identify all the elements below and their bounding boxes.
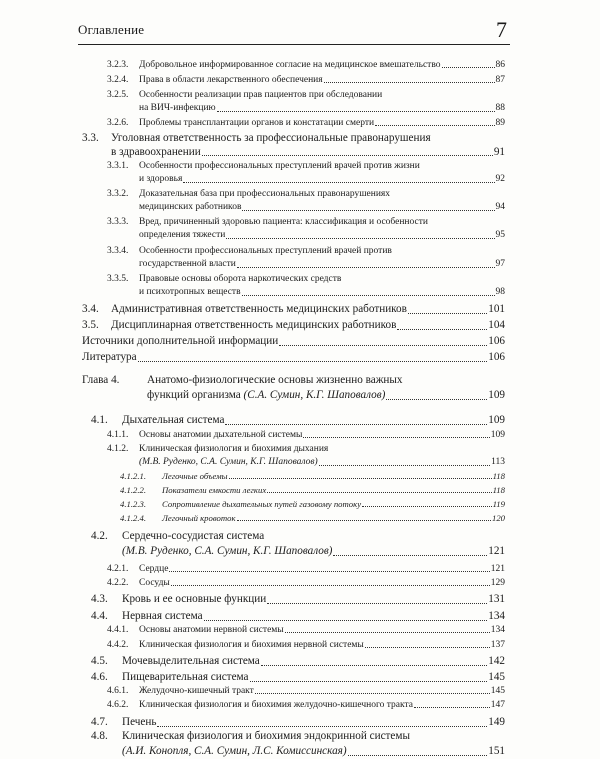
toc-entry-number: 4.5. bbox=[91, 655, 108, 667]
toc-entry-page: 109 bbox=[490, 430, 505, 440]
toc-entry bbox=[107, 685, 505, 697]
toc-entry-number: 3.2.3. bbox=[107, 60, 129, 70]
toc-entry-title: Показатели емкости легких bbox=[162, 485, 267, 495]
toc-entry-title: Административная ответственность медицинских работников bbox=[111, 303, 407, 315]
leader-dots bbox=[267, 603, 487, 604]
leader-dots bbox=[250, 681, 488, 682]
toc-entry-title: Проблемы трансплантации органов и констатации смерти bbox=[139, 118, 375, 128]
toc-entry-number: 3.5. bbox=[82, 319, 99, 331]
toc-entry-number: 4.1.2.3. bbox=[120, 499, 147, 509]
toc-entry bbox=[120, 485, 505, 496]
toc-entry-number: 4.1.1. bbox=[107, 430, 129, 440]
toc-entry bbox=[107, 429, 505, 441]
toc-entry-page: 121 bbox=[488, 545, 505, 557]
toc-entry-title: Уголовная ответственность за профессиональные правонарушения bbox=[111, 132, 431, 144]
toc-entry bbox=[82, 318, 505, 333]
toc-entry-page: 121 bbox=[490, 564, 505, 574]
toc-entry-title: Кровь и ее основные функции bbox=[122, 593, 267, 605]
leader-dots bbox=[375, 125, 494, 126]
toc-entry bbox=[91, 529, 505, 559]
toc-entry-title: в здравоохранении bbox=[111, 146, 201, 158]
toc-entry-page: 147 bbox=[490, 700, 505, 710]
toc-entry-page: 145 bbox=[490, 686, 505, 696]
toc-entry-title: Источники дополнительной информации bbox=[82, 335, 279, 347]
toc-entry-page: 134 bbox=[488, 610, 505, 622]
toc-entry bbox=[120, 471, 505, 482]
toc-entry-page: 106 bbox=[488, 335, 505, 347]
toc-entry-number: 4.4.1. bbox=[107, 625, 129, 635]
toc-entry-number: 4.4.2. bbox=[107, 640, 129, 650]
toc-entry bbox=[107, 89, 505, 115]
toc-entry-page: 118 bbox=[492, 471, 505, 481]
toc-entry-number: 3.3.4. bbox=[107, 246, 129, 256]
toc-entry bbox=[107, 160, 505, 186]
leader-dots bbox=[242, 210, 494, 211]
toc-entry-title: Дыхательная система bbox=[122, 414, 225, 426]
toc-entry-title: Клиническая физиология и биохимия нервной системы bbox=[139, 640, 364, 650]
toc-entry-title: Сопротивление дыхательных путей газовому потоку bbox=[162, 499, 362, 509]
toc-entry-number: 4.8. bbox=[91, 730, 108, 742]
toc-entry bbox=[91, 609, 505, 624]
toc-entry-title: определения тяжести bbox=[139, 230, 226, 240]
toc-entry-number: 3.3.3. bbox=[107, 217, 129, 227]
toc-entry-title: Анатомо-физиологические основы жизненно важных bbox=[147, 374, 403, 386]
toc-entry-number: 3.2.4. bbox=[107, 75, 129, 85]
toc-entry-page: 118 bbox=[492, 485, 505, 495]
toc-entry-title: Пищеварительная система bbox=[122, 671, 249, 683]
toc-entry-page: 86 bbox=[495, 60, 505, 70]
toc-entry bbox=[107, 699, 505, 711]
toc-entry-page: 104 bbox=[488, 319, 505, 331]
leader-dots bbox=[333, 555, 487, 556]
leader-dots bbox=[157, 726, 487, 727]
leader-dots bbox=[204, 620, 488, 621]
leader-dots bbox=[183, 182, 494, 183]
toc-entry-title: Нервная система bbox=[122, 610, 203, 622]
toc-entry bbox=[120, 513, 505, 524]
toc-entry-title: Основы анатомии дыхательной системы bbox=[139, 430, 303, 440]
toc-entry-title: Легочный кровоток bbox=[162, 513, 236, 523]
toc-entry bbox=[107, 577, 505, 589]
toc-entry-page: 113 bbox=[491, 457, 505, 467]
toc-entry bbox=[82, 302, 505, 317]
leader-dots bbox=[217, 111, 495, 112]
toc-entry bbox=[91, 670, 505, 685]
toc-entry-title: Легочные объемы bbox=[162, 471, 228, 481]
toc-entry-page: 120 bbox=[491, 513, 505, 523]
toc-entry bbox=[107, 74, 505, 86]
leader-dots bbox=[261, 665, 487, 666]
leader-dots bbox=[414, 707, 490, 708]
toc-entry-number: 3.3.2. bbox=[107, 189, 129, 199]
leader-dots bbox=[237, 520, 491, 521]
toc-entry bbox=[107, 624, 505, 636]
toc-entry-number: 4.1.2.2. bbox=[120, 485, 147, 495]
toc-entry-title: Правовые основы оборота наркотических средств bbox=[139, 274, 342, 284]
toc-entry bbox=[82, 131, 505, 159]
toc-entry-title: Сердечно-сосудистая система bbox=[122, 530, 265, 542]
leader-dots bbox=[303, 437, 489, 438]
toc-entry-page: 131 bbox=[488, 593, 505, 605]
toc-entry-number: 3.3.5. bbox=[107, 274, 129, 284]
toc-entry bbox=[107, 188, 505, 214]
toc-entry bbox=[107, 563, 505, 575]
toc-entry-title: Особенности реализации прав пациентов при обследовании bbox=[139, 90, 383, 100]
leader-dots bbox=[229, 478, 492, 479]
leader-dots bbox=[442, 67, 495, 68]
toc-entry-title: Мочевыделительная система bbox=[122, 655, 260, 667]
toc-entry bbox=[91, 729, 505, 759]
toc-entry-title: Желудочно-кишечный тракт bbox=[139, 686, 254, 696]
toc-entry-title: Основы анатомии нервной системы bbox=[139, 625, 284, 635]
toc-entry-page: 109 bbox=[488, 389, 505, 401]
toc-entry-title: Сердце bbox=[139, 564, 169, 574]
toc-entry-number: 3.4. bbox=[82, 303, 99, 315]
toc-entry-number: 3.2.6. bbox=[107, 118, 129, 128]
toc-entry-page: 98 bbox=[495, 287, 505, 297]
leader-dots bbox=[365, 647, 490, 648]
toc-entry-page: 89 bbox=[495, 118, 505, 128]
toc-entry bbox=[82, 350, 505, 365]
leader-dots bbox=[169, 571, 489, 572]
toc-entry-title: Клиническая физиология и биохимия эндокринной системы bbox=[122, 730, 410, 742]
toc-entry-page: 92 bbox=[495, 174, 505, 184]
toc-entry-title: и психотропных веществ bbox=[139, 287, 241, 297]
toc-entry-number: 4.2.1. bbox=[107, 564, 129, 574]
leader-dots bbox=[267, 492, 491, 493]
toc-entry-title: Добровольное информированное согласие на медицинское вмешательство bbox=[139, 60, 441, 70]
leader-dots bbox=[386, 399, 487, 400]
toc-entry-title: Литература bbox=[82, 351, 137, 363]
toc-entry-number: 4.1.2. bbox=[107, 444, 129, 454]
toc-entry-title: Клиническая физиология и биохимия дыхания bbox=[139, 444, 329, 454]
toc-entry-page: 129 bbox=[490, 578, 505, 588]
leader-dots bbox=[225, 424, 487, 425]
toc-entry-page: 151 bbox=[488, 745, 505, 757]
leader-dots bbox=[285, 632, 490, 633]
toc-entry-page: 95 bbox=[495, 230, 505, 240]
toc-entry-title: Особенности профессиональных преступлений врачей против bbox=[139, 246, 392, 256]
toc-entry-title: Печень bbox=[122, 716, 157, 728]
leader-dots bbox=[397, 329, 487, 330]
toc-entry bbox=[91, 715, 505, 730]
toc-entry-page: 91 bbox=[493, 146, 505, 158]
toc-entry-page: 149 bbox=[488, 716, 505, 728]
toc-entry bbox=[107, 117, 505, 129]
leader-dots bbox=[171, 585, 490, 586]
toc-entry-page: 119 bbox=[492, 499, 505, 509]
toc-entry-title: государственной власти bbox=[139, 259, 236, 269]
toc-entry bbox=[107, 443, 505, 469]
running-header-title: Оглавление bbox=[78, 22, 145, 37]
toc-entry-authors: (М.В. Руденко, С.А. Сумин, К.Г. Шаповалов) bbox=[122, 545, 333, 557]
leader-dots bbox=[348, 755, 488, 756]
toc-entry-number: 3.3.1. bbox=[107, 161, 129, 171]
toc-entry-title: Дисциплинарная ответственность медицинских работников bbox=[111, 319, 397, 331]
toc-entry bbox=[107, 273, 505, 299]
leader-dots bbox=[138, 361, 488, 362]
toc-entry-title: Вред, причиненный здоровью пациента: классификация и особенности bbox=[139, 217, 428, 227]
toc-entry-number: 4.2. bbox=[91, 530, 108, 542]
toc-entry-title: Сосуды bbox=[139, 578, 170, 588]
leader-dots bbox=[319, 465, 490, 466]
leader-dots bbox=[255, 693, 490, 694]
leader-dots bbox=[237, 267, 495, 268]
leader-dots bbox=[279, 345, 487, 346]
toc-entry-page: 97 bbox=[495, 259, 505, 269]
toc-entry bbox=[82, 373, 505, 403]
toc-entry-page: 109 bbox=[488, 414, 505, 426]
toc-entry-title: медицинских работников bbox=[139, 202, 242, 212]
page-number: 7 bbox=[496, 17, 507, 42]
leader-dots bbox=[202, 155, 493, 156]
toc-entry-title: Доказательная база при профессиональных правонарушениях bbox=[139, 189, 391, 199]
toc-entry-page: 101 bbox=[488, 303, 505, 315]
toc-entry-page: 134 bbox=[490, 625, 505, 635]
leader-dots bbox=[226, 238, 494, 239]
toc-entry-number: 4.6.2. bbox=[107, 700, 129, 710]
toc-entry-page: 137 bbox=[490, 640, 505, 650]
toc-entry-page: 142 bbox=[488, 655, 505, 667]
toc-entry bbox=[107, 639, 505, 651]
toc-entry-number: 4.6. bbox=[91, 671, 108, 683]
toc-entry bbox=[107, 59, 505, 71]
toc-entry-page: 145 bbox=[488, 671, 505, 683]
toc-entry-authors: (С.А. Сумин, К.Г. Шаповалов) bbox=[240, 389, 386, 401]
toc-entry-title: Клиническая физиология и биохимия желудочно-кишечного тракта bbox=[139, 700, 413, 710]
toc-entry-page: 94 bbox=[495, 202, 505, 212]
toc-entry-number: 4.3. bbox=[91, 593, 108, 605]
toc-entry bbox=[91, 654, 505, 669]
toc-entry-number: 4.7. bbox=[91, 716, 108, 728]
toc-entry-number: Глава 4. bbox=[82, 374, 120, 386]
toc-entry bbox=[107, 216, 505, 242]
toc-entry-number: 3.2.5. bbox=[107, 90, 129, 100]
toc-entry-number: 4.1.2.4. bbox=[120, 513, 147, 523]
toc-entry-title: функций организма bbox=[147, 389, 241, 401]
toc-entry-number: 4.4. bbox=[91, 610, 108, 622]
toc-entry-title: Особенности профессиональных преступлений врачей против жизни bbox=[139, 161, 420, 171]
toc-entry-number: 4.2.2. bbox=[107, 578, 129, 588]
toc-entry bbox=[91, 413, 505, 428]
leader-dots bbox=[324, 82, 495, 83]
toc-entry-title: Права в области лекарственного обеспечения bbox=[139, 75, 323, 85]
toc-entry-title: на ВИЧ-инфекцию bbox=[139, 103, 216, 113]
toc-entry bbox=[120, 499, 505, 510]
leader-dots bbox=[362, 506, 492, 507]
leader-dots bbox=[408, 313, 487, 314]
toc-entry bbox=[91, 592, 505, 607]
toc-entry-number: 4.1.2.1. bbox=[120, 471, 147, 481]
toc-entry-number: 4.1. bbox=[91, 414, 108, 426]
toc-entry-authors: (М.В. Руденко, С.А. Сумин, К.Г. Шаповалов) bbox=[139, 457, 318, 467]
toc-entry-number: 4.6.1. bbox=[107, 686, 129, 696]
toc-entry-page: 88 bbox=[495, 103, 505, 113]
toc-entry bbox=[107, 245, 505, 271]
toc-entry-page: 87 bbox=[495, 75, 505, 85]
toc-entry-authors: (А.И. Конопля, С.А. Сумин, Л.С. Комиссинская) bbox=[122, 745, 347, 757]
leader-dots bbox=[242, 295, 495, 296]
toc-entry-page: 106 bbox=[488, 351, 505, 363]
toc-entry bbox=[82, 334, 505, 349]
toc-entry-number: 3.3. bbox=[82, 132, 99, 144]
toc-entry-title: и здоровья bbox=[139, 174, 183, 184]
